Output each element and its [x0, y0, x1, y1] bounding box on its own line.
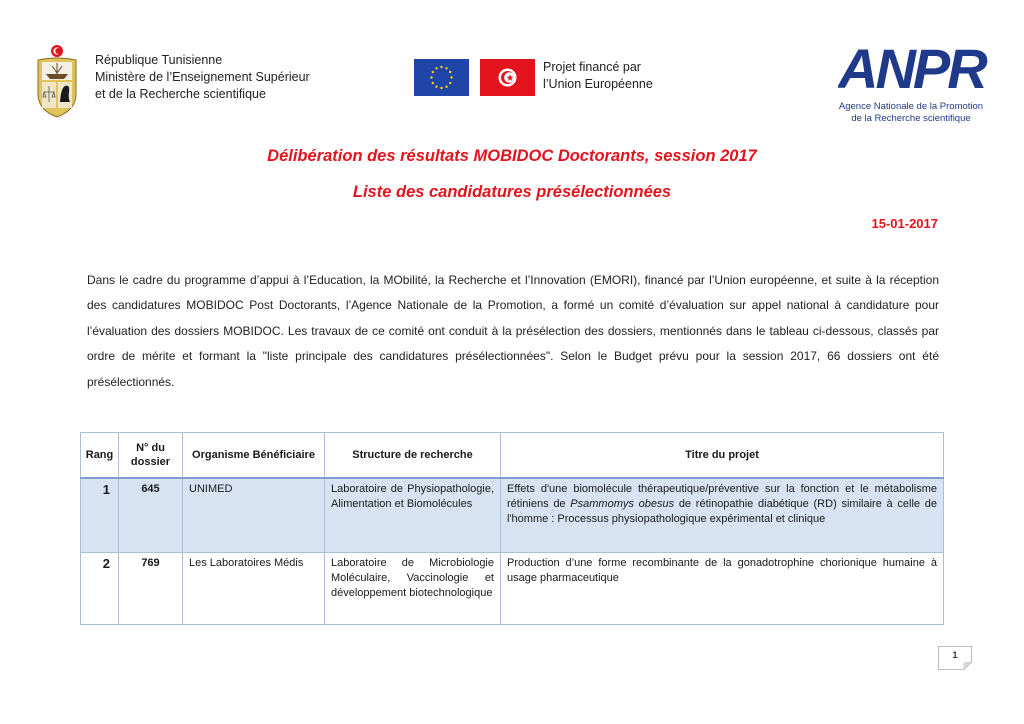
funding-line: Projet financé par: [543, 60, 641, 74]
cell-structure: Laboratoire de Microbiologie Moléculaire, Vaccinologie et développement biotechnologique: [325, 553, 501, 625]
ministry-line: Ministère de l’Enseignement Supérieur: [95, 70, 310, 84]
cell-titre: [501, 478, 944, 553]
table-row: [81, 553, 944, 625]
header-dossier: N° du dossier: [119, 433, 183, 479]
cell-organisme: Les Laboratoires Médis: [183, 553, 325, 625]
cell-structure: Laboratoire de Physiopathologie, Alimentation et Biomolécules: [325, 478, 501, 553]
tunisia-flag-icon: [480, 59, 535, 96]
page-number: 1: [952, 650, 958, 660]
cell-dossier: 769: [119, 553, 183, 625]
document-title: Délibération des résultats MOBIDOC Doctorants, session 2017: [267, 147, 757, 165]
cell-titre: [501, 553, 944, 625]
page-number-badge: [938, 646, 972, 670]
cell-rang: 1: [81, 478, 119, 553]
cell-dossier: 645: [119, 478, 183, 553]
header-organisme: Organisme Bénéficiaire: [183, 433, 325, 479]
header-rang: Rang: [81, 433, 119, 479]
ministry-heading: [95, 52, 310, 103]
funding-line: l’Union Européenne: [543, 77, 653, 91]
titre-text: de rétinopathie diabétique (RD) similaire à celle de l'homme : Processus physiopathologique expérimental et clinique: [507, 498, 937, 525]
header-structure: Structure de recherche: [325, 433, 501, 479]
cell-organisme: UNIMED: [183, 478, 325, 553]
results-table: [80, 432, 944, 625]
anpr-name-line: Agence Nationale de la Promotion: [838, 101, 984, 112]
eu-flag-icon: [414, 59, 469, 96]
ministry-line: République Tunisienne: [95, 53, 223, 67]
cell-rang: 2: [81, 553, 119, 625]
table-row: [81, 478, 944, 553]
intro-paragraph: Dans le cadre du programme d’appui à l’Education, la MObilité, la Recherche et l’Innovation (EMORI), financé par l’Union européenne, et suite à la réception des candidatures MOBIDOC Post Doctorants, l’Agence Nationale de la Promotion, a formé un comité d’évaluation sur appel national à candidature pour l’évaluation des dossiers MOBIDOC. Les travaux de ce comité ont conduit à la présélection des dossiers, mentionnés dans le tableau ci-dessous, classés par ordre de mérite et formant la "liste principale des candidatures présélectionnées". Selon le Budget prévu pour la session 2017, 66 dossiers ont été présélectionnés.: [87, 273, 939, 389]
ministry-line: et de la Recherche scientifique: [95, 87, 266, 101]
anpr-logo-text: ANPR: [838, 38, 985, 100]
anpr-name-line: de la Recherche scientifique: [851, 112, 971, 124]
anpr-agency-name: [826, 101, 996, 124]
document-date: 15-01-2017: [871, 216, 938, 231]
document-subtitle: Liste des candidatures présélectionnées: [352, 183, 672, 201]
funding-notice: [543, 59, 653, 93]
titre-text: Production d’une forme recombinante de la gonadotrophine chorionique humaine à usage pharmaceutique: [507, 557, 937, 584]
header-titre: Titre du projet: [501, 433, 944, 479]
anpr-logo: [838, 38, 988, 100]
tunisia-coat-of-arms-icon: [34, 44, 80, 118]
titre-text: Effets d'une biomolécule thérapeutique/préventive sur la fonction et le métabolisme rétiniens de: [507, 483, 937, 510]
table-header-row: [81, 433, 944, 479]
titre-species: Psammomys obesus: [570, 498, 675, 510]
